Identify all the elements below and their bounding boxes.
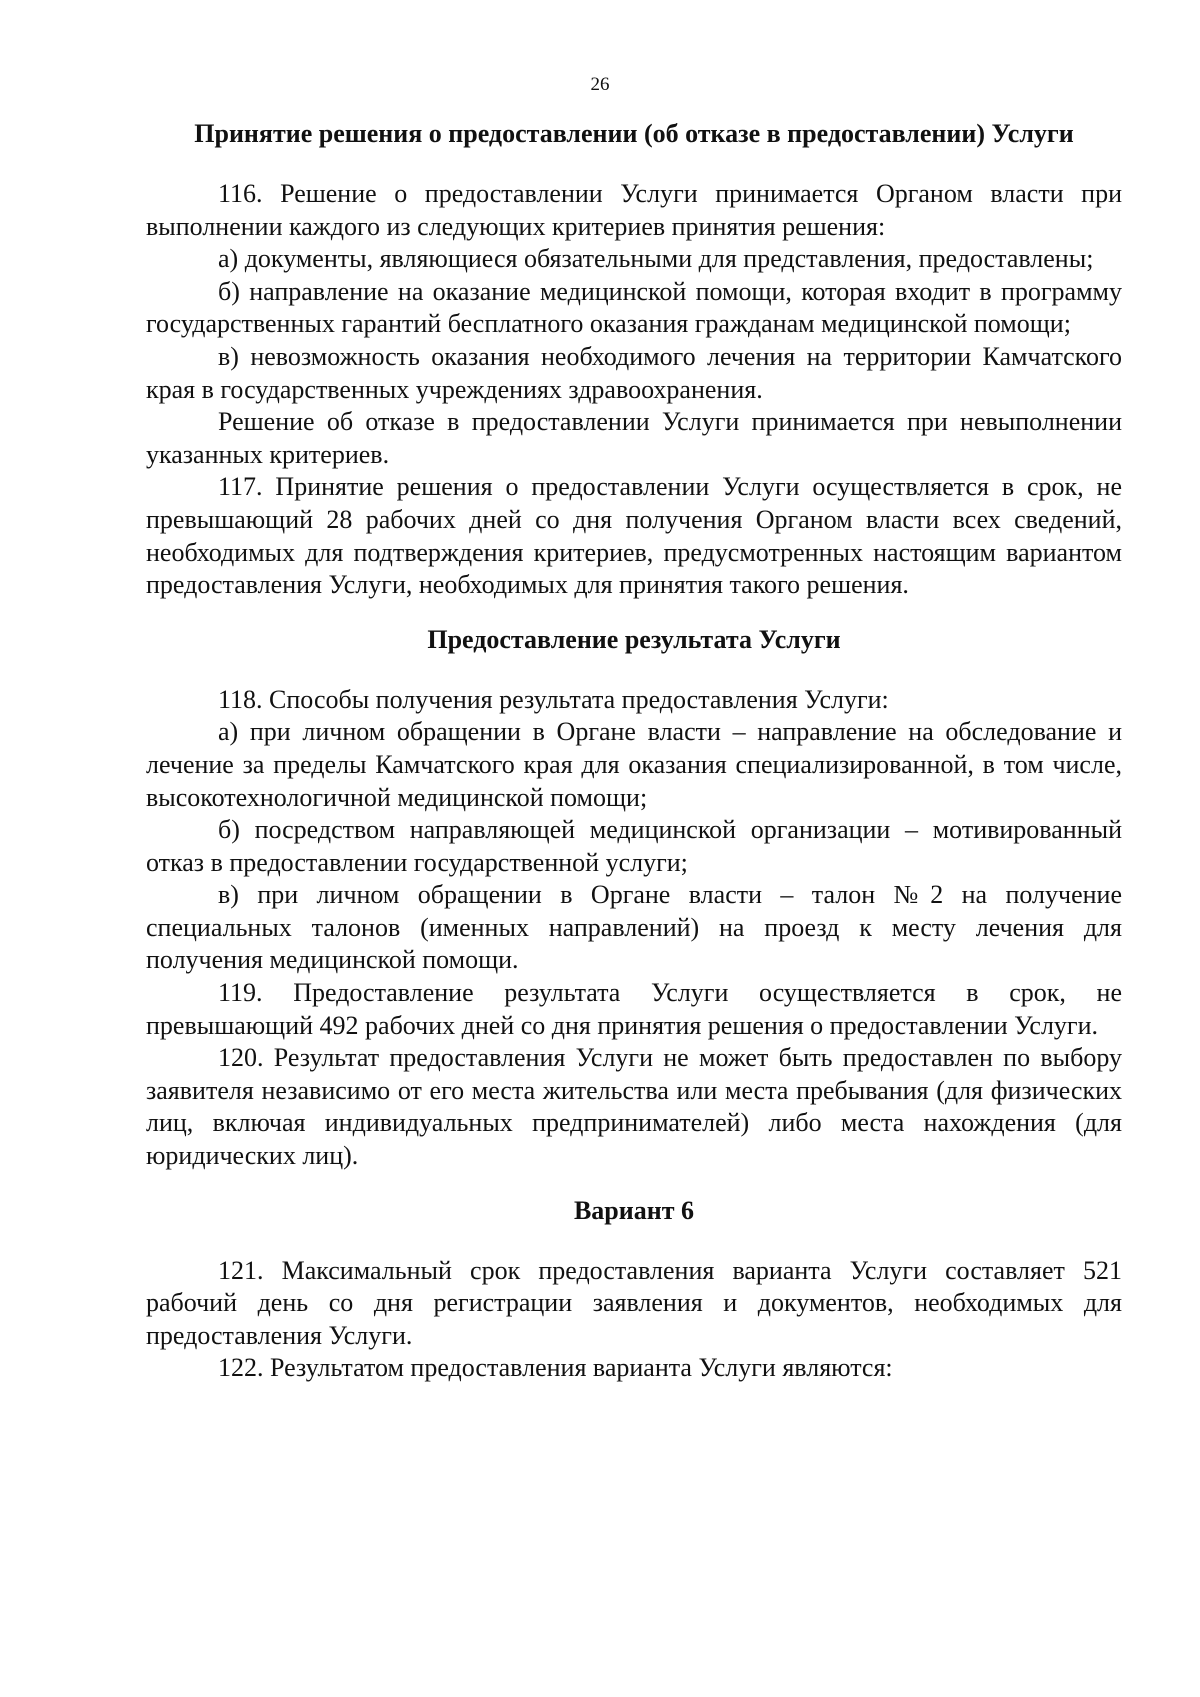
paragraph-116: 116. Решение о предоставлении Услуги принимается Органом власти при выполнении каждого из следующих критериев принятия решения: [146,179,1122,241]
paragraph-120: 120. Результат предоставления Услуги не может быть предоставлен по выбору заявителя независимо от его места жительства или места пребывания (для физических лиц, включая индивидуальных предпринимателей) либо места нахождения (для юридических лиц). [146,1043,1122,1171]
paragraph-121: 121. Максимальный срок предоставления варианта Услуги составляет 521 рабочий день со дня регистрации заявления и документов, необходимых для предоставления Услуги. [146,1255,1122,1350]
section-heading-decision: Принятие решения о предоставлении (об отказе в предоставлении) Услуги [194,119,1074,148]
paragraph-116-v: в) невозможность оказания необходимого лечения на территории Камчатского края в государственных учреждениях здравоохранения. [146,341,1122,404]
paragraph-116-a: а) документы, являющиеся обязательными для представления, предоставлены; [218,244,1094,274]
paragraph-119: 119. Предоставление результата Услуги осуществляется в срок, не превышающий 492 рабочих дней со дня принятия решения о предоставлении Услуги. [146,978,1122,1040]
paragraph-117: 117. Принятие решения о предоставлении Услуги осуществляется в срок, не превышающий 28 рабочих дней со дня получения Органом власти всех сведений, необходимых для подтверждения критериев, предусмотренных настоящим вариантом предоставления Услуги, необходимых для принятия такого решения. [146,472,1122,600]
paragraph-118-a: а) при личном обращении в Органе власти – направление на обследование и лечение за пределы Камчатского края для оказания специализированной, в том числе, высокотехнологичной медицинской помощи; [146,717,1122,812]
page-number: 26 [590,74,610,95]
paragraph-116-b: б) направление на оказание медицинской помощи, которая входит в программу государственных гарантий бесплатного оказания гражданам медицинской помощи; [146,276,1122,339]
section-heading-variant-6: Вариант 6 [573,1195,695,1225]
section-heading-result: Предоставление результата Услуги [427,624,841,654]
paragraph-122: 122. Результатом предоставления варианта Услуги являются: [218,1353,893,1383]
paragraph-118: 118. Способы получения результата предоставления Услуги: [218,684,889,714]
paragraph-refusal: Решение об отказе в предоставлении Услуги принимается при невыполнении указанных критериев. [146,407,1122,469]
document-body [146,118,1122,1385]
paragraph-118-v: в) при личном обращении в Органе власти – талон №2 на получение специальных талонов (именных направлений) на проезд к месту лечения для получения медицинской помощи. [146,880,1122,975]
paragraph-118-b: б) посредством направляющей медицинской организации – мотивированный отказ в предоставлении государственной услуги; [146,815,1122,877]
